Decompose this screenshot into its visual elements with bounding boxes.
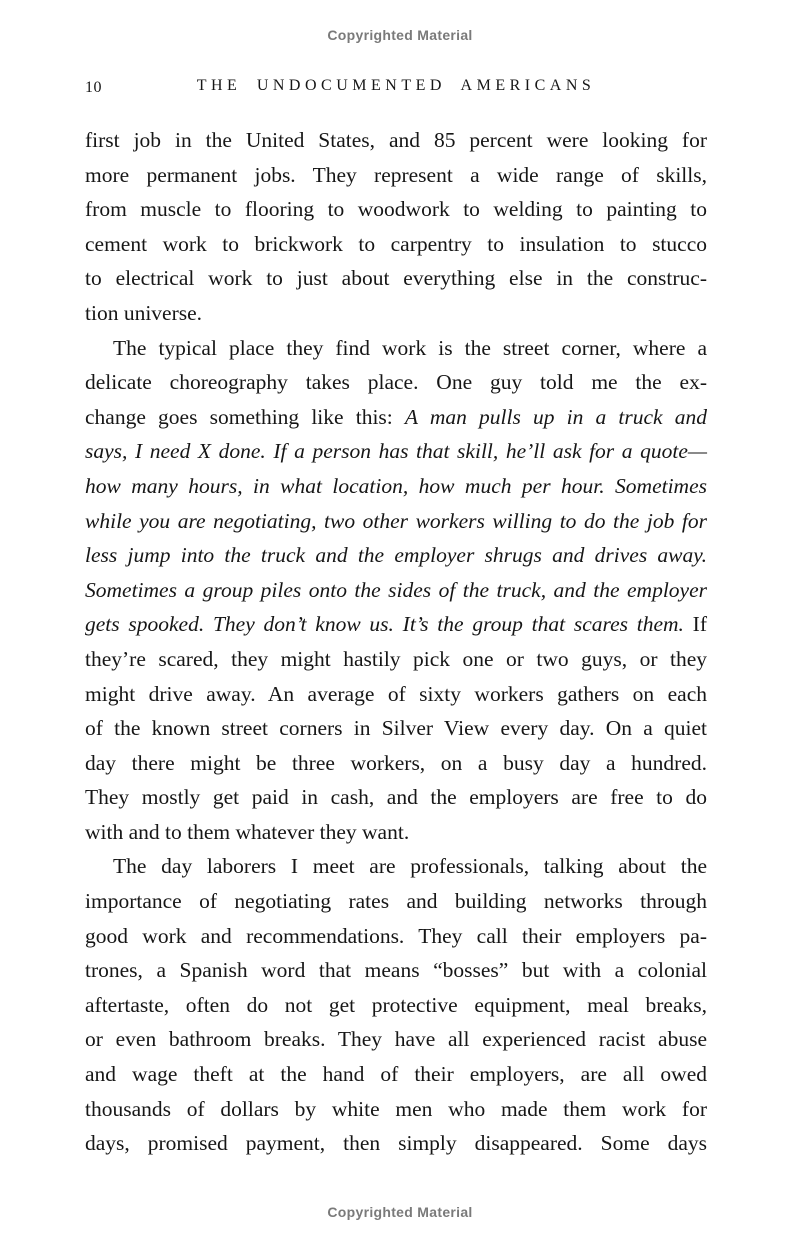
page-number: 10: [85, 79, 102, 96]
italic-text-segment: A man pulls up in a truck and: [404, 404, 707, 429]
text-line: [85, 1092, 707, 1127]
text-line: [85, 1126, 707, 1161]
text-line: [85, 504, 707, 539]
text-segment: thousands of dollars by white men who made them work for: [85, 1096, 707, 1121]
text-segment: of the known street corners in Silver View every day. On a quiet: [85, 716, 707, 741]
text-line: [85, 642, 707, 677]
italic-text-segment: says, I need X done. If a person has that skill, he’ll ask for a quote—: [85, 439, 707, 464]
text-segment: first job in the United States, and 85 percent were looking for: [85, 128, 707, 152]
text-line: [85, 953, 707, 988]
text-segment: they’re scared, they might hastily pick one or two guys, or they: [85, 646, 707, 671]
text-segment: importance of negotiating rates and building networks through: [85, 889, 707, 914]
text-segment: from muscle to flooring to woodwork to welding to painting to: [85, 197, 707, 222]
text-line: [85, 919, 707, 954]
text-line: [85, 988, 707, 1023]
text-line: [85, 746, 707, 781]
text-line: [85, 711, 707, 746]
text-line: [85, 573, 707, 608]
text-line: [85, 677, 707, 712]
text-line: [85, 607, 707, 642]
italic-text-segment: how many hours, in what location, how much per hour. Sometimes: [85, 473, 707, 498]
text-segment: good work and recommendations. They call their employers pa-: [85, 923, 707, 948]
text-segment: If: [683, 612, 707, 637]
italic-text-segment: less jump into the truck and the employer shrugs and drives away.: [85, 543, 707, 568]
text-segment: change goes something like this:: [85, 404, 405, 429]
text-line: [85, 884, 707, 919]
text-segment: and wage theft at the hand of their employers, are all owed: [85, 1062, 707, 1087]
text-line: [85, 365, 707, 400]
text-line: [85, 538, 707, 573]
text-segment: more permanent jobs. They represent a wide range of skills,: [85, 162, 707, 187]
text-segment: to electrical work to just about everything else in the construc-: [85, 266, 707, 291]
text-segment: days, promised payment, then simply disappeared. Some days: [85, 1131, 707, 1156]
text-segment: might drive away. An average of sixty workers gathers on each: [85, 681, 707, 706]
text-line: [85, 815, 707, 850]
text-segment: aftertaste, often do not get protective equipment, meal breaks,: [85, 992, 707, 1017]
text-line: [85, 780, 707, 815]
text-line: [85, 192, 707, 227]
copyright-banner-bottom: Copyrighted Material: [327, 1204, 473, 1220]
text-segment: cement work to brickwork to carpentry to insulation to stucco: [85, 231, 707, 256]
text-segment: The typical place they find work is the street corner, where a: [113, 335, 707, 360]
italic-text-segment: while you are negotiating, two other workers willing to do the job for: [85, 508, 707, 533]
text-line: [85, 849, 707, 884]
italic-text-segment: gets spooked. They don’t know us. It’s the group that scares them.: [85, 612, 684, 637]
text-line: [85, 434, 707, 469]
text-line: [85, 1022, 707, 1057]
running-header: [85, 77, 707, 99]
text-segment: delicate choreography takes place. One guy told me the ex-: [85, 370, 707, 395]
text-line: [85, 123, 707, 158]
text-line: [85, 261, 707, 296]
copyright-banner-top: Copyrighted Material: [327, 27, 473, 43]
text-line: [85, 331, 707, 366]
text-segment: The day laborers I meet are professionals, talking about the: [113, 854, 707, 879]
body-text: [85, 123, 707, 1161]
text-segment: with and to them whatever they want.: [85, 819, 410, 844]
text-line: [85, 400, 707, 435]
text-line: [85, 469, 707, 504]
text-segment: trones, a Spanish word that means “bosses” but with a colonial: [85, 958, 707, 983]
text-segment: or even bathroom breaks. They have all experienced racist abuse: [85, 1027, 707, 1052]
text-line: [85, 296, 707, 331]
italic-text-segment: Sometimes a group piles onto the sides of the truck, and the employer: [85, 577, 707, 602]
book-title: THE UNDOCUMENTED AMERICANS: [196, 77, 596, 94]
text-line: [85, 158, 707, 193]
text-segment: tion universe.: [85, 300, 203, 325]
text-segment: day there might be three workers, on a busy day a hundred.: [85, 750, 707, 775]
text-segment: They mostly get paid in cash, and the employers are free to do: [85, 785, 707, 810]
text-line: [85, 227, 707, 262]
text-line: [85, 1057, 707, 1092]
